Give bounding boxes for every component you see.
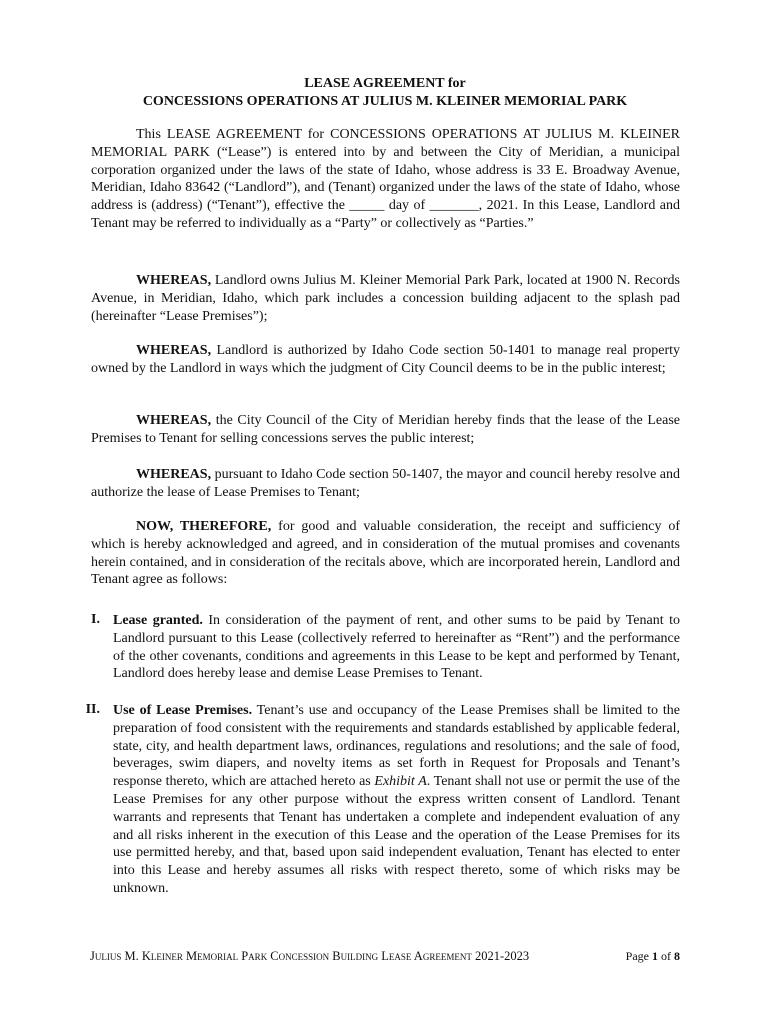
- whereas-text: the City Council of the City of Meridian hereby finds that the lease of the Lease Premises to Tenant for selling concessions serves the public interest;: [91, 413, 680, 446]
- section-1-heading: Lease granted.: [113, 613, 203, 628]
- page-of: of: [658, 949, 674, 963]
- section-2-text-a: Tenant’s use and occupancy of the Lease Premises shall be limited to the preparation of food consistent with the requirements and standards established by applicable federal, state, city, and health department laws, ordinances, regulations and resolutions; and the sale of food, beverages, swim diapers, and novelty items as set forth in Request for Proposals and Tenant’s response thereto, which are attached hereto as: [113, 703, 680, 790]
- now-therefore-lead: NOW, THEREFORE,: [136, 519, 272, 534]
- whereas-paragraph-1: [91, 272, 680, 325]
- footer-document-title: Julius M. Kleiner Memorial Park Concession Building Lease Agreement 2021-2023: [90, 949, 530, 963]
- page-number: [626, 949, 680, 964]
- section-1-text: In consideration of the payment of rent, and other sums to be paid by Tenant to Landlord pursuant to this Lease (collectively referred to hereinafter as “Rent”) and the performance of the other covenants, conditions and agreements in this Lease to be kept and performed by Tenant, Landlord does hereby lease and demise Lease Premises to Tenant.: [113, 613, 680, 682]
- section-2-heading: Use of Lease Premises.: [113, 703, 253, 718]
- document-title-line2: CONCESSIONS OPERATIONS AT JULIUS M. KLEINER MEMORIAL PARK: [142, 94, 628, 109]
- whereas-text: Landlord is authorized by Idaho Code section 50-1401 to manage real property owned by the Landlord in ways which the judgment of City Council deems to be in the public interest;: [91, 343, 680, 376]
- section-2: [113, 702, 680, 898]
- section-number-1: I.: [91, 612, 100, 627]
- section-1: [113, 612, 680, 683]
- exhibit-reference: Exhibit A: [374, 774, 427, 790]
- intro-paragraph: This LEASE AGREEMENT for CONCESSIONS OPERATIONS AT JULIUS M. KLEINER MEMORIAL PARK (“Lease”) is entered into by and between the City of Meridian, a municipal corporation organized under the laws of the state of Idaho, whose address is 33 E. Broadway Avenue, Meridian, Idaho 83642 (“Landlord”), and (Tenant) organized under the laws of the state of Idaho, whose address is (address) (“Tenant”), effective the _____ day of _______, 2021. In this Lease, Landlord and Tenant may be referred to individually as a “Party” or collectively as “Parties.”: [91, 127, 680, 231]
- whereas-paragraph-2: [91, 342, 680, 378]
- whereas-lead: WHEREAS,: [136, 467, 212, 482]
- page-footer: [90, 949, 680, 964]
- section-number-2: II.: [85, 702, 100, 717]
- whereas-text: pursuant to Idaho Code section 50-1407, the mayor and council hereby resolve and authorize the lease of Lease Premises to Tenant;: [91, 467, 680, 500]
- page-current: 1: [652, 949, 658, 963]
- document-title-line1: LEASE AGREEMENT for: [304, 76, 466, 91]
- whereas-paragraph-3: [91, 412, 680, 448]
- whereas-lead: WHEREAS,: [136, 413, 212, 428]
- whereas-paragraph-4: [91, 466, 680, 502]
- page-label: Page: [625, 949, 652, 963]
- now-therefore-text: for good and valuable consideration, the receipt and sufficiency of which is hereby acknowledged and agreed, and in consideration of the mutual promises and covenants herein contained, and in consideration of the recitals above, which are incorporated herein, Landlord and Tenant agree as follows:: [91, 519, 680, 588]
- whereas-lead: WHEREAS,: [136, 343, 212, 358]
- whereas-text: Landlord owns Julius M. Kleiner Memorial Park Park, located at 1900 N. Records Avenue, in Meridian, Idaho, which park includes a concession building adjacent to the splash pad (hereinafter “Lease Premises”);: [91, 273, 680, 324]
- now-therefore-paragraph: [91, 518, 680, 589]
- whereas-lead: WHEREAS,: [136, 273, 212, 288]
- section-2-text-b: . Tenant shall not use or permit the use of the Lease Premises for any other purpose without the express written consent of Landlord. Tenant warrants and represents that Tenant has undertaken a complete and independent evaluation of any and all risks inherent in the execution of this Lease and the operation of the Lease Premises for its use permitted hereby, and that, based upon said independent evaluation, Tenant has elected to enter into this Lease and hereby assumes all risks with respect thereto, some of which risks may be unknown.: [113, 774, 680, 896]
- page-total: 8: [674, 949, 680, 963]
